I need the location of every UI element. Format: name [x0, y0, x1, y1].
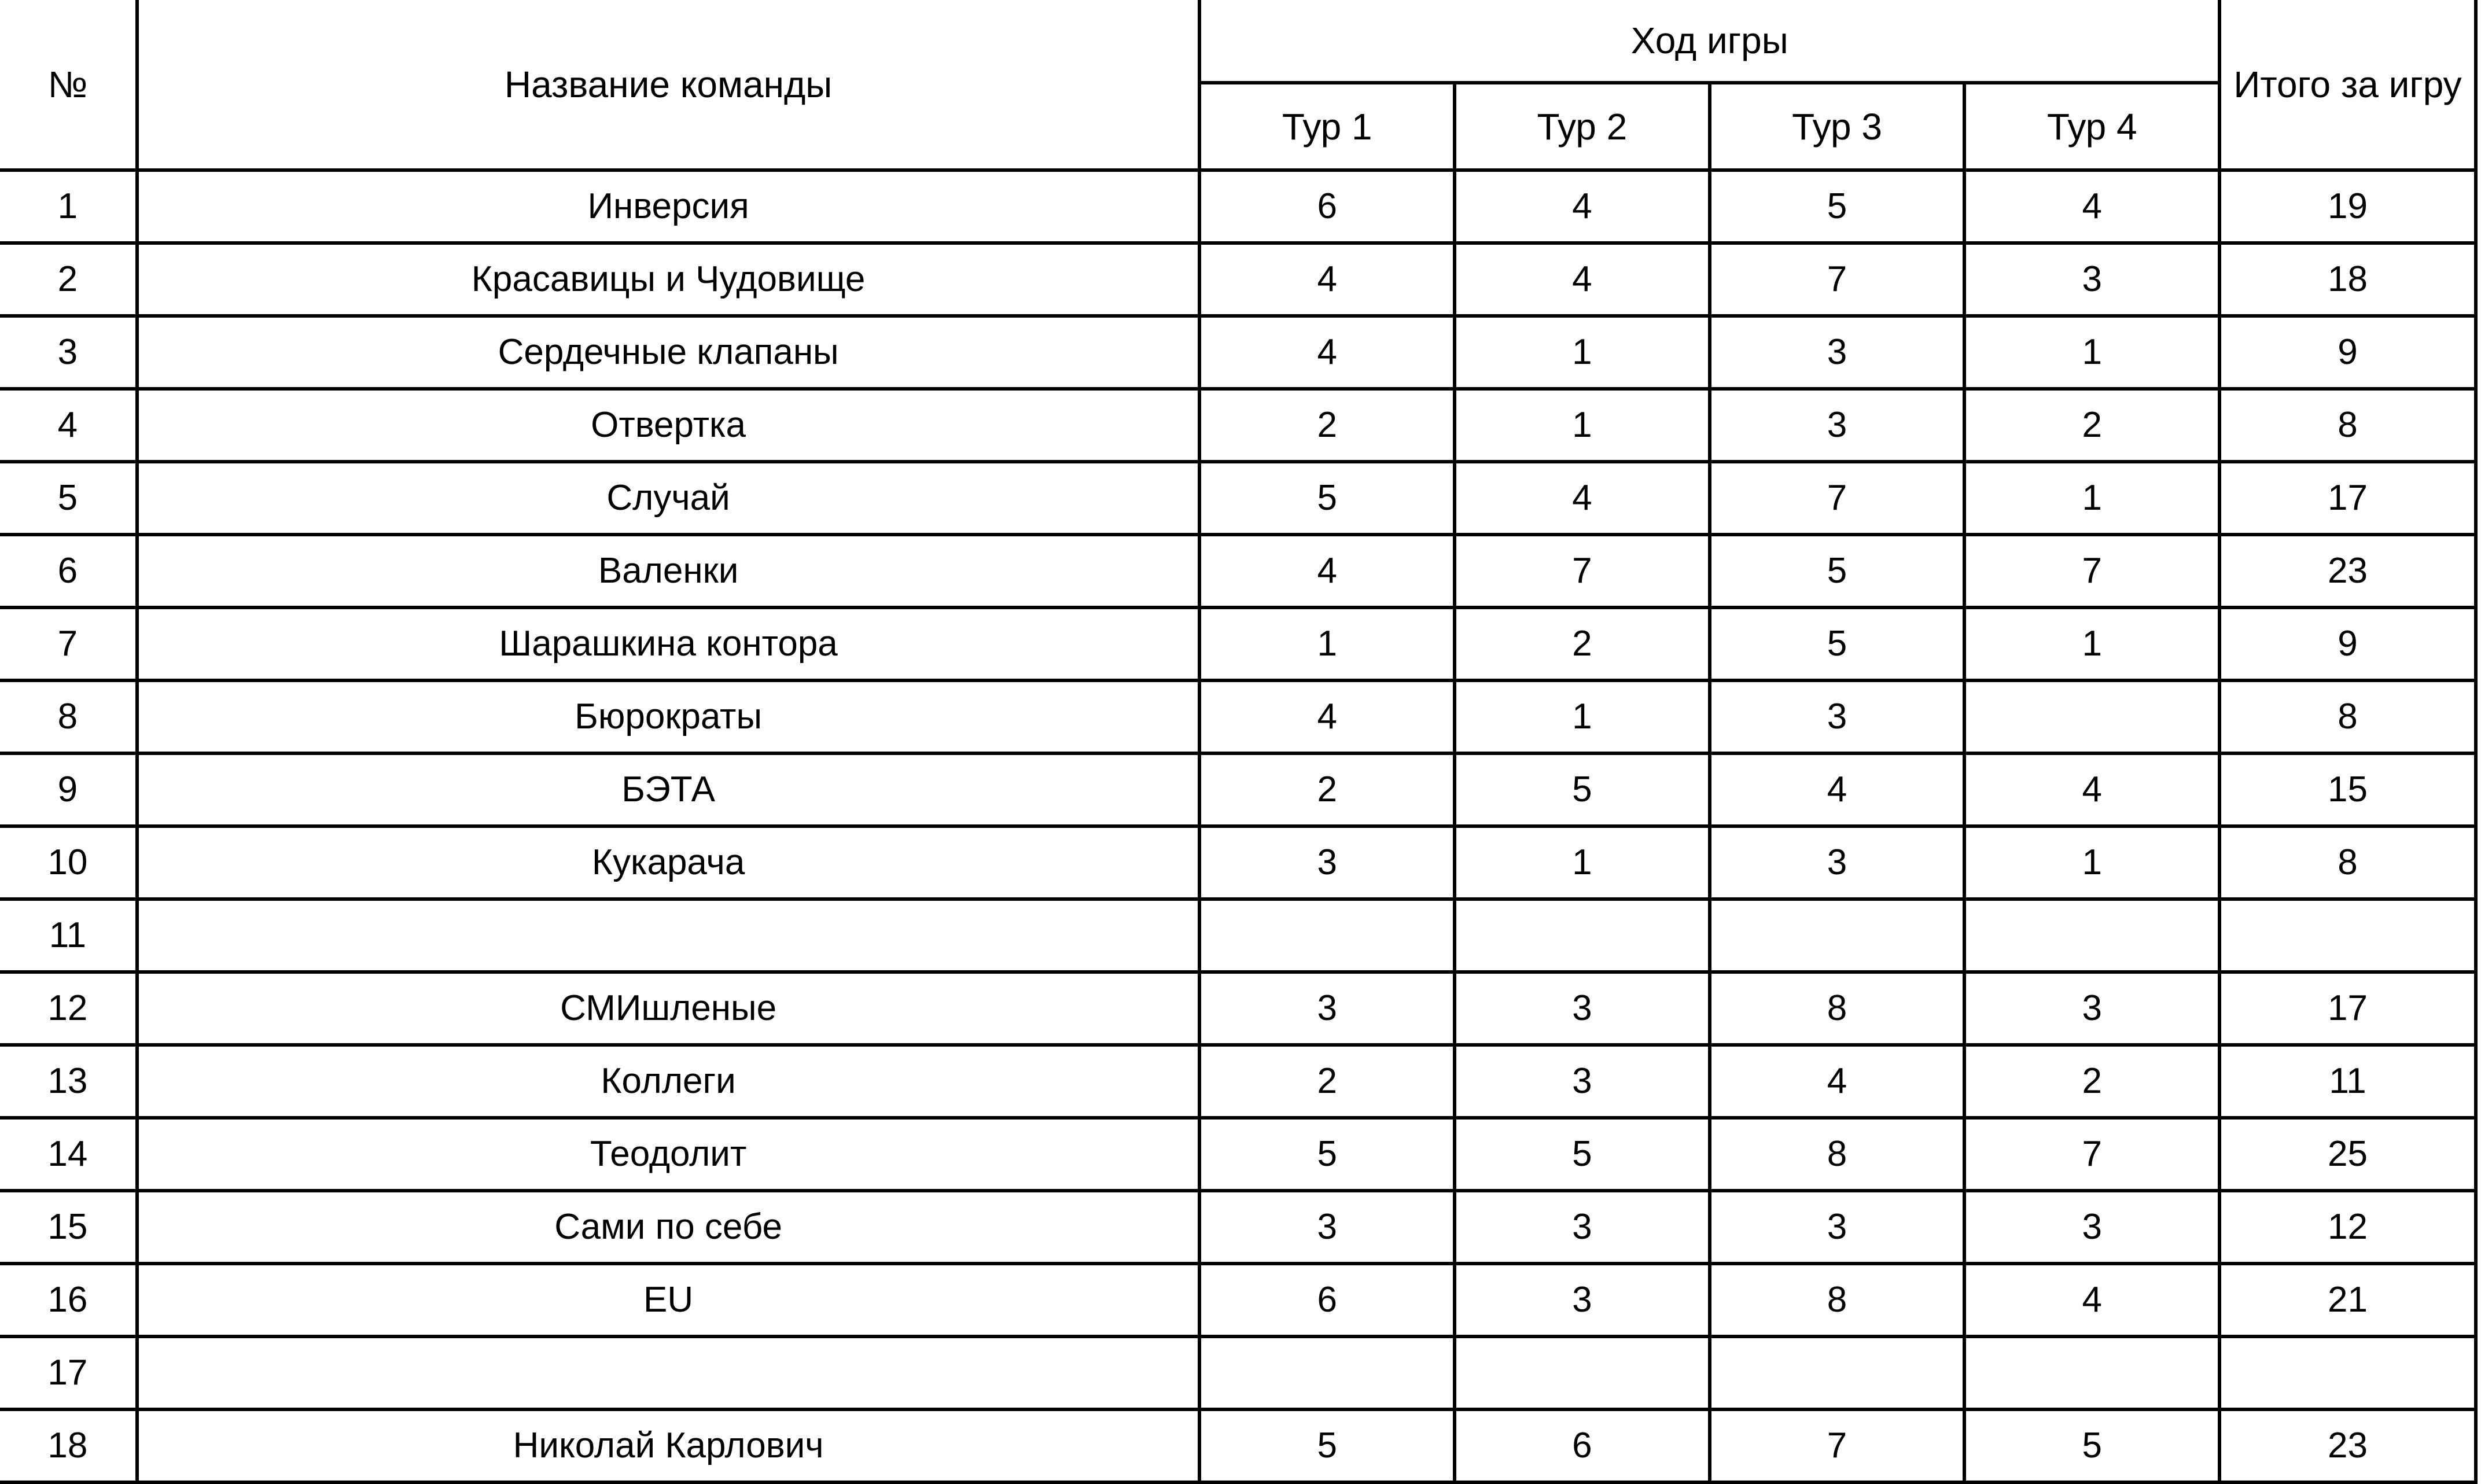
tour-2-score-cell: 4: [1455, 243, 1710, 316]
row-number-cell: 16: [0, 1264, 137, 1336]
team-name-cell: [137, 1336, 1200, 1409]
tour-1-score-cell: 6: [1199, 170, 1455, 243]
tour-4-score-cell: 4: [1964, 170, 2219, 243]
total-score-cell: 12: [2219, 1191, 2476, 1264]
tour-3-score-cell: 8: [1710, 972, 1965, 1045]
tour-2-score-cell: 5: [1455, 1118, 1710, 1191]
table-row: [0, 389, 2476, 462]
tour-2-score-cell: 3: [1455, 1045, 1710, 1118]
tour-3-score-cell: [1710, 899, 1965, 972]
tour-3-score-cell: 5: [1710, 535, 1965, 607]
tour-3-score-cell: 3: [1710, 1191, 1965, 1264]
table-row: [0, 170, 2476, 243]
total-score-cell: [2219, 899, 2476, 972]
tour-3-score-cell: 3: [1710, 316, 1965, 389]
number-header: №: [0, 0, 137, 170]
total-score-cell: 25: [2219, 1118, 2476, 1191]
table-row: [0, 1118, 2476, 1191]
tour-1-score-cell: 4: [1199, 316, 1455, 389]
row-number-cell: 6: [0, 535, 137, 607]
table-row: [0, 680, 2476, 753]
tour-2-score-cell: 4: [1455, 462, 1710, 535]
tour-1-score-cell: 3: [1199, 972, 1455, 1045]
tour-3-score-cell: 3: [1710, 680, 1965, 753]
tour-2-score-cell: [1455, 1336, 1710, 1409]
table-row: [0, 899, 2476, 972]
tour-4-score-cell: 1: [1964, 826, 2219, 899]
row-number-cell: 5: [0, 462, 137, 535]
table-row: [0, 316, 2476, 389]
tour-1-score-cell: 4: [1199, 535, 1455, 607]
tour-4-score-cell: 1: [1964, 316, 2219, 389]
tour-4-score-cell: 4: [1964, 753, 2219, 826]
total-score-cell: 8: [2219, 680, 2476, 753]
table-row: [0, 753, 2476, 826]
tour-2-score-cell: 3: [1455, 1191, 1710, 1264]
tour-1-score-cell: 5: [1199, 462, 1455, 535]
row-number-cell: 2: [0, 243, 137, 316]
table-row: [0, 1191, 2476, 1264]
team-name-cell: Сами по себе: [137, 1191, 1200, 1264]
row-number-cell: 7: [0, 607, 137, 680]
tour-1-header: Тур 1: [1199, 83, 1455, 170]
row-number-cell: 10: [0, 826, 137, 899]
total-score-cell: 23: [2219, 535, 2476, 607]
row-number-cell: 17: [0, 1336, 137, 1409]
team-name-cell: EU: [137, 1264, 1200, 1336]
team-name-cell: Бюрократы: [137, 680, 1200, 753]
tour-3-score-cell: 4: [1710, 753, 1965, 826]
team-name-cell: Валенки: [137, 535, 1200, 607]
team-name-cell: БЭТА: [137, 753, 1200, 826]
tour-4-score-cell: 7: [1964, 535, 2219, 607]
header-row: [0, 0, 2476, 83]
team-name-cell: Николай Карлович: [137, 1409, 1200, 1482]
tour-4-score-cell: 1: [1964, 462, 2219, 535]
row-number-cell: 1: [0, 170, 137, 243]
tour-2-score-cell: 7: [1455, 535, 1710, 607]
tour-2-score-cell: 1: [1455, 316, 1710, 389]
table-row: [0, 972, 2476, 1045]
total-score-cell: 17: [2219, 972, 2476, 1045]
team-name-cell: Коллеги: [137, 1045, 1200, 1118]
tour-2-score-cell: 1: [1455, 680, 1710, 753]
total-score-cell: 17: [2219, 462, 2476, 535]
table-row: [0, 1264, 2476, 1336]
team-name-cell: Случай: [137, 462, 1200, 535]
row-number-cell: 8: [0, 680, 137, 753]
row-number-cell: 13: [0, 1045, 137, 1118]
tour-4-score-cell: [1964, 680, 2219, 753]
tour-4-score-cell: [1964, 1336, 2219, 1409]
tour-1-score-cell: 6: [1199, 1264, 1455, 1336]
team-name-cell: Сердечные клапаны: [137, 316, 1200, 389]
team-name-header: Название команды: [137, 0, 1200, 170]
tour-1-score-cell: 4: [1199, 243, 1455, 316]
tour-3-score-cell: 3: [1710, 826, 1965, 899]
tour-4-score-cell: 3: [1964, 972, 2219, 1045]
tour-2-score-cell: 4: [1455, 170, 1710, 243]
table-row: [0, 826, 2476, 899]
tour-2-score-cell: [1455, 899, 1710, 972]
tour-2-score-cell: 6: [1455, 1409, 1710, 1482]
table-row: [0, 243, 2476, 316]
tour-3-score-cell: 8: [1710, 1118, 1965, 1191]
tour-4-score-cell: 3: [1964, 1191, 2219, 1264]
tour-3-header: Тур 3: [1710, 83, 1965, 170]
tour-3-score-cell: 3: [1710, 389, 1965, 462]
row-number-cell: 9: [0, 753, 137, 826]
table-row: [0, 1045, 2476, 1118]
tour-2-score-cell: 3: [1455, 972, 1710, 1045]
total-score-cell: 15: [2219, 753, 2476, 826]
tour-2-score-cell: 1: [1455, 389, 1710, 462]
tour-4-score-cell: 7: [1964, 1118, 2219, 1191]
tour-4-score-cell: 5: [1964, 1409, 2219, 1482]
tour-1-score-cell: 5: [1199, 1409, 1455, 1482]
tour-4-header: Тур 4: [1964, 83, 2219, 170]
row-number-cell: 11: [0, 899, 137, 972]
row-number-cell: 12: [0, 972, 137, 1045]
tour-4-score-cell: 2: [1964, 389, 2219, 462]
team-name-cell: Теодолит: [137, 1118, 1200, 1191]
table-row: [0, 462, 2476, 535]
tour-3-score-cell: 5: [1710, 170, 1965, 243]
team-name-cell: СМИшленые: [137, 972, 1200, 1045]
row-number-cell: 15: [0, 1191, 137, 1264]
tour-3-score-cell: 8: [1710, 1264, 1965, 1336]
tour-4-score-cell: 3: [1964, 243, 2219, 316]
total-score-cell: 21: [2219, 1264, 2476, 1336]
total-header: Итого за игру: [2219, 0, 2476, 170]
table-row: [0, 1409, 2476, 1482]
tour-1-score-cell: [1199, 1336, 1455, 1409]
tour-4-score-cell: 1: [1964, 607, 2219, 680]
tour-1-score-cell: 2: [1199, 1045, 1455, 1118]
total-score-cell: 8: [2219, 389, 2476, 462]
row-number-cell: 4: [0, 389, 137, 462]
total-score-cell: 19: [2219, 170, 2476, 243]
team-name-cell: [137, 899, 1200, 972]
team-name-cell: Инверсия: [137, 170, 1200, 243]
tour-1-score-cell: 5: [1199, 1118, 1455, 1191]
team-name-cell: Отвертка: [137, 389, 1200, 462]
row-number-cell: 18: [0, 1409, 137, 1482]
table-row: [0, 1336, 2476, 1409]
row-number-cell: 14: [0, 1118, 137, 1191]
table-row: [0, 535, 2476, 607]
row-number-cell: 3: [0, 316, 137, 389]
team-name-cell: Кукарача: [137, 826, 1200, 899]
total-score-cell: 11: [2219, 1045, 2476, 1118]
tour-4-score-cell: 2: [1964, 1045, 2219, 1118]
team-name-cell: Шарашкина контора: [137, 607, 1200, 680]
tour-2-score-cell: 1: [1455, 826, 1710, 899]
table-row: [0, 607, 2476, 680]
table-body: [0, 170, 2476, 1482]
total-score-cell: 9: [2219, 316, 2476, 389]
tour-1-score-cell: 1: [1199, 607, 1455, 680]
total-score-cell: 23: [2219, 1409, 2476, 1482]
tour-3-score-cell: 5: [1710, 607, 1965, 680]
tour-3-score-cell: 4: [1710, 1045, 1965, 1118]
tour-1-score-cell: 2: [1199, 389, 1455, 462]
tour-2-score-cell: 2: [1455, 607, 1710, 680]
tour-2-score-cell: 3: [1455, 1264, 1710, 1336]
tour-3-score-cell: 7: [1710, 462, 1965, 535]
total-score-cell: 18: [2219, 243, 2476, 316]
tour-1-score-cell: 4: [1199, 680, 1455, 753]
tour-3-score-cell: 7: [1710, 243, 1965, 316]
total-score-cell: [2219, 1336, 2476, 1409]
total-score-cell: 9: [2219, 607, 2476, 680]
game-progress-header: Ход игры: [1199, 0, 2219, 83]
tour-2-header: Тур 2: [1455, 83, 1710, 170]
tour-4-score-cell: [1964, 899, 2219, 972]
tour-1-score-cell: 3: [1199, 1191, 1455, 1264]
tour-4-score-cell: 4: [1964, 1264, 2219, 1336]
tour-3-score-cell: [1710, 1336, 1965, 1409]
tour-1-score-cell: [1199, 899, 1455, 972]
tour-1-score-cell: 2: [1199, 753, 1455, 826]
team-name-cell: Красавицы и Чудовище: [137, 243, 1200, 316]
tour-2-score-cell: 5: [1455, 753, 1710, 826]
tour-1-score-cell: 3: [1199, 826, 1455, 899]
tour-3-score-cell: 7: [1710, 1409, 1965, 1482]
total-score-cell: 8: [2219, 826, 2476, 899]
